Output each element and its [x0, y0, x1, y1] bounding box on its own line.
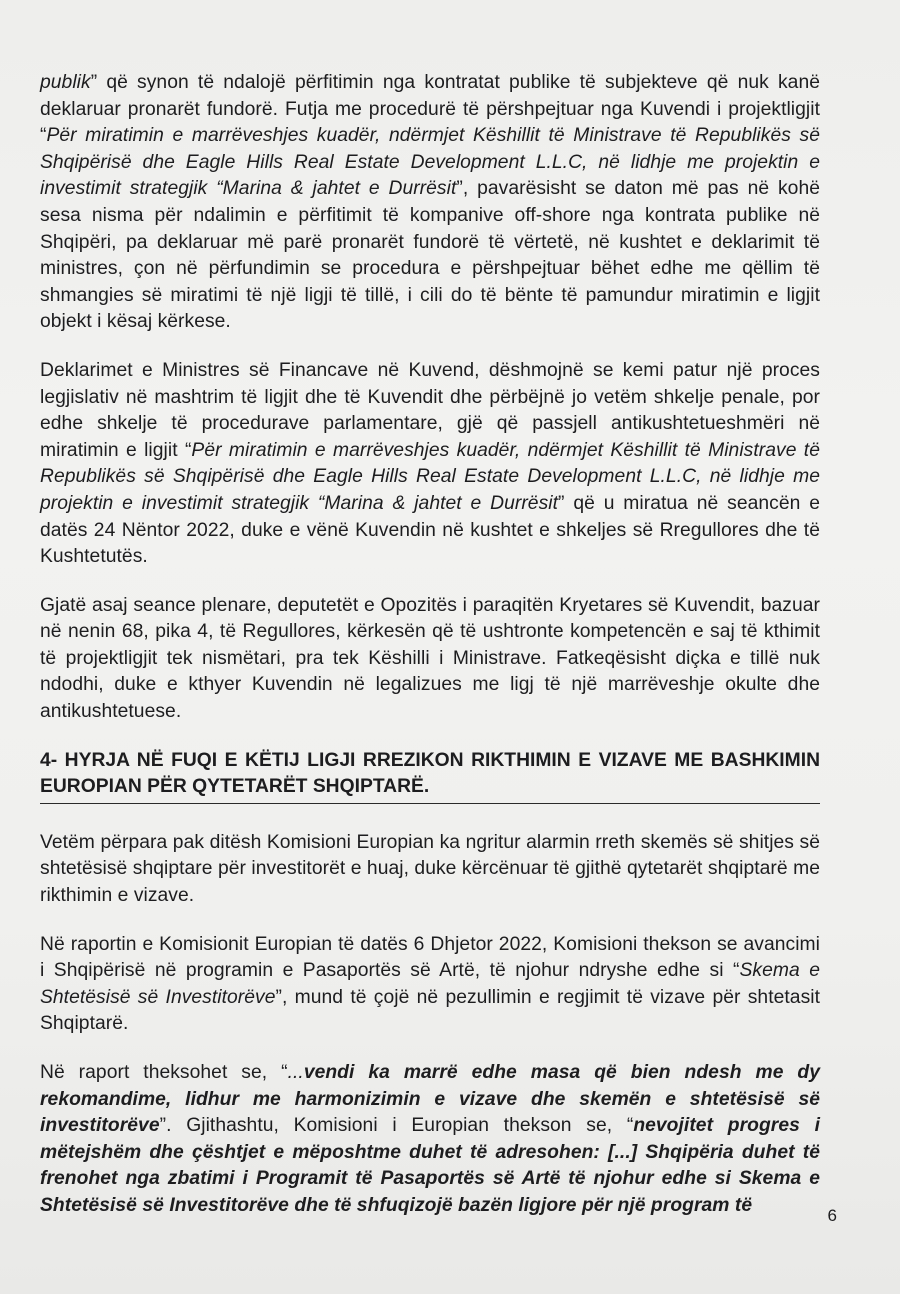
paragraph-report-quote [40, 1060, 820, 1220]
page-number: 6 [827, 1206, 837, 1225]
paragraph-plenary-session: Gjatë asaj seance plenare, deputetët e Opozitës i paraqitën Kryetares së Kuvendit, bazuar në nenin 68, pika 4, të Regullores, kërkesën që të ushtronte kompetencën e saj të kthimit të projektligjit tek nismëtari, pra tek Këshilli i Ministrave. Fatkeqësisht diçka e tillë nuk ndodhi, duke e kthyer Kuvendin në legalizues me ligj të një marrëveshje okulte dhe antikushtetuese. [40, 594, 820, 723]
italic-text: publik [40, 72, 91, 93]
paragraph-public-procurement [40, 70, 820, 336]
body-text: ”, mund të çojë në pezullimin e regjimit të vizave për shtetasit Shqiptarë. [40, 986, 820, 1035]
body-text: ” që u miratua në seancën e datës 24 Nëntor 2022, duke e vënë Kuvendin në kushtet e shkeljes së Rregullores dhe të Kushtetutës. [40, 492, 820, 568]
section-heading: 4- HYRJA NË FUQI E KËTIJ LIGJI RREZIKON RIKTHIMIN E VIZAVE ME BASHKIMIN EUROPIAN PËR QYTETARËT SHQIPTARË. [40, 748, 820, 804]
body-text: ”. Gjithashtu, Komisioni i Europian thekson se, “ [159, 1115, 634, 1137]
law-title-italic: Për miratimin e marrëveshjes kuadër, ndërmjet Këshillit të Ministrave të Republikës së Shqipërisë dhe Eagle Hills Real Estate Development L.L.C, në lidhje me projektin e investimit strategjik “Marina & jahtet e Durrësit [40, 439, 820, 514]
body-text: Në raportin e Komisionit Europian të datës 6 Dhjetor 2022, Komisioni thekson se avancimi i Shqipërisë në programin e Pasaportës së Artë, të njohur ndryshe edhe si “ [40, 933, 820, 982]
paragraph-minister-declarations [40, 358, 820, 571]
paragraph-commission-report [40, 932, 820, 1038]
body-text: Deklarimet e Ministres së Financave në Kuvend, dëshmojnë se kemi patur një proces legjislativ në mashtrim të ligjit dhe të Kuvendit dhe përbëjnë jo vetëm shkelje penale, por edhe shkelje të procedurave parlamentare, gjë që passjell antikushtetueshmëri në miratimin e ligjit “ [40, 359, 820, 461]
body-text: ” që synon të ndalojë përfitimin nga kontratat publike të subjekteve që nuk kanë deklaruar pronarët fundorë. Futja me procedurë të përshpejtuar nga Kuvendi i projektligjit “ [40, 72, 820, 147]
law-title-italic: Për miratimin e marrëveshjes kuadër, ndërmjet Këshillit të Ministrave të Republikës së Shqipërisë dhe Eagle Hills Real Estate Development L.L.C, në lidhje me projektin e investimit strategjik “Marina & jahtet e Durrësit [40, 125, 820, 200]
italic-text: ... [287, 1062, 304, 1083]
italic-text: Skema e Shtetësisë së Investitorëve [40, 960, 820, 1008]
paragraph-european-commission-alarm: Vetëm përpara pak ditësh Komisioni Europian ka ngritur alarmin rreth skemës së shitjes së shtetësisë shqiptare për investitorët e huaj, duke kërcënuar të gjithë qytetarët shqiptarë me rikthimin e vizave. [40, 831, 820, 907]
bold-italic-quote: vendi ka marrë edhe masa që bien ndesh me dy rekomandime, lidhur me harmonizimin e vizave dhe skemën e shtetësisë së investitorëve [40, 1062, 820, 1137]
bold-italic-quote: nevojitet progres i mëtejshëm dhe çështjet e mëposhtme duhet të adresohen: [...] Shqipëria duhet të frenohet nga zbatimi i Programit të Pasaportës së Artë të njohur edhe si Skema e Shtetësisë së Investitorëve dhe të shfuqizojë bazën ligjore për një program të [40, 1115, 820, 1216]
body-text: ”, pavarësisht se daton më pas në kohë sesa nisma për ndalimin e përfitimit të kompanive off-shore nga kontrata publike në Shqipëri, pa deklaruar më parë pronarët fundorë të vërtetë, në kushtet e deklarimit të ministres, çon në përfundimin se procedura e përshpejtuar bëhet edhe me qëllim të shmangies së miratimi të një ligji të tillë, i cili do të bënte të pamundur miratimin e ligjit objekt i kësaj kërkese. [40, 178, 820, 333]
document-page [40, 70, 820, 1220]
body-text: Në raport theksohet se, “ [40, 1062, 288, 1083]
